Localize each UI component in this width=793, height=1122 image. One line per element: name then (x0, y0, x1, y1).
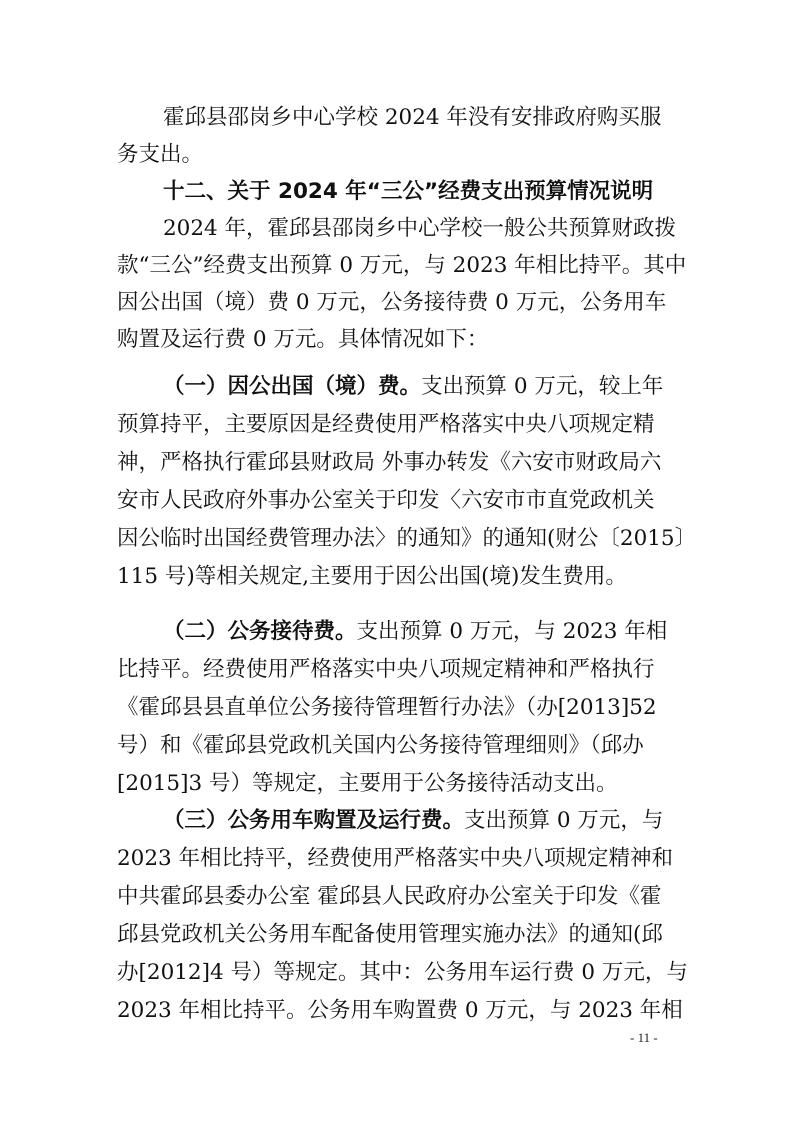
section-3-line-5: 办[2012]4 号）等规定。其中：公务用车运行费 0 万元，与 (117, 960, 688, 985)
heading-three-public-expenses: 十二、关于 2024 年“三公”经费支出预算情况说明 (163, 179, 654, 204)
section-2-title: （二）公务接待费。 (163, 619, 357, 644)
section-1-line-3: 神，严格执行霍邱县财政局 外事办转发《六安市财政局六 (117, 450, 662, 475)
section-3-line-3: 中共霍邱县委办公室 霍邱县人民政府办公室关于印发《霍 (117, 884, 662, 909)
section-2-line-1-text: 支出预算 0 万元，与 2023 年相 (356, 619, 668, 644)
intro-line-1: 2024 年，霍邱县邵岗乡中心学校一般公共预算财政拨 (163, 216, 677, 241)
section-1-line-2: 预算持平，主要原因是经费使用严格落实中央八项规定精 (117, 412, 655, 437)
section-1-title: （一）因公出国（境）费。 (163, 374, 422, 399)
intro-line-4: 购置及运行费 0 万元。具体情况如下： (117, 327, 489, 352)
procurement-line-2: 务支出。 (117, 142, 204, 167)
intro-line-2: 款“三公”经费支出预算 0 万元，与 2023 年相比持平。其中 (117, 253, 687, 278)
page-number: - 11 - (630, 1030, 658, 1045)
section-3-line-1-text: 支出预算 0 万元，与 (464, 808, 664, 833)
section-3-title: （三）公务用车购置及运行费。 (163, 808, 465, 833)
section-2-line-3: 《霍邱县县直单位公务接待管理暂行办法》（办[2013]52 (117, 695, 657, 720)
procurement-line-1: 霍邱县邵岗乡中心学校 2024 年没有安排政府购买服 (163, 105, 662, 130)
section-3-line-6: 2023 年相比持平。公务用车购置费 0 万元，与 2023 年相 (117, 998, 683, 1023)
section-1-line-6: 115 号)等相关规定,主要用于因公出国(境)发生费用。 (117, 564, 627, 589)
section-1-line-1 (163, 372, 723, 402)
section-1-line-1-text: 支出预算 0 万元，较上年 (421, 374, 664, 399)
section-1-line-4: 安市人民政府外事办公室关于印发〈六安市市直党政机关 (117, 488, 655, 513)
section-2-line-5: [2015]3 号）等规定，主要用于公务接待活动支出。 (117, 771, 618, 796)
section-2-line-4: 号）和《霍邱县党政机关国内公务接待管理细则》（邱办 (117, 733, 644, 758)
section-3-line-1 (163, 806, 723, 836)
section-2-line-1 (163, 617, 723, 647)
section-3-line-2: 2023 年相比持平，经费使用严格落实中央八项规定精神和 (117, 846, 674, 871)
intro-line-3: 因公出国（境）费 0 万元，公务接待费 0 万元，公务用车 (117, 290, 667, 315)
section-2-line-2: 比持平。经费使用严格落实中央八项规定精神和严格执行 (117, 657, 655, 682)
section-3-line-4: 邱县党政机关公务用车配备使用管理实施办法》的通知(邱 (117, 922, 663, 947)
section-1-line-5: 因公临时出国经费管理办法〉的通知》的通知(财公〔2015〕 (117, 526, 697, 551)
